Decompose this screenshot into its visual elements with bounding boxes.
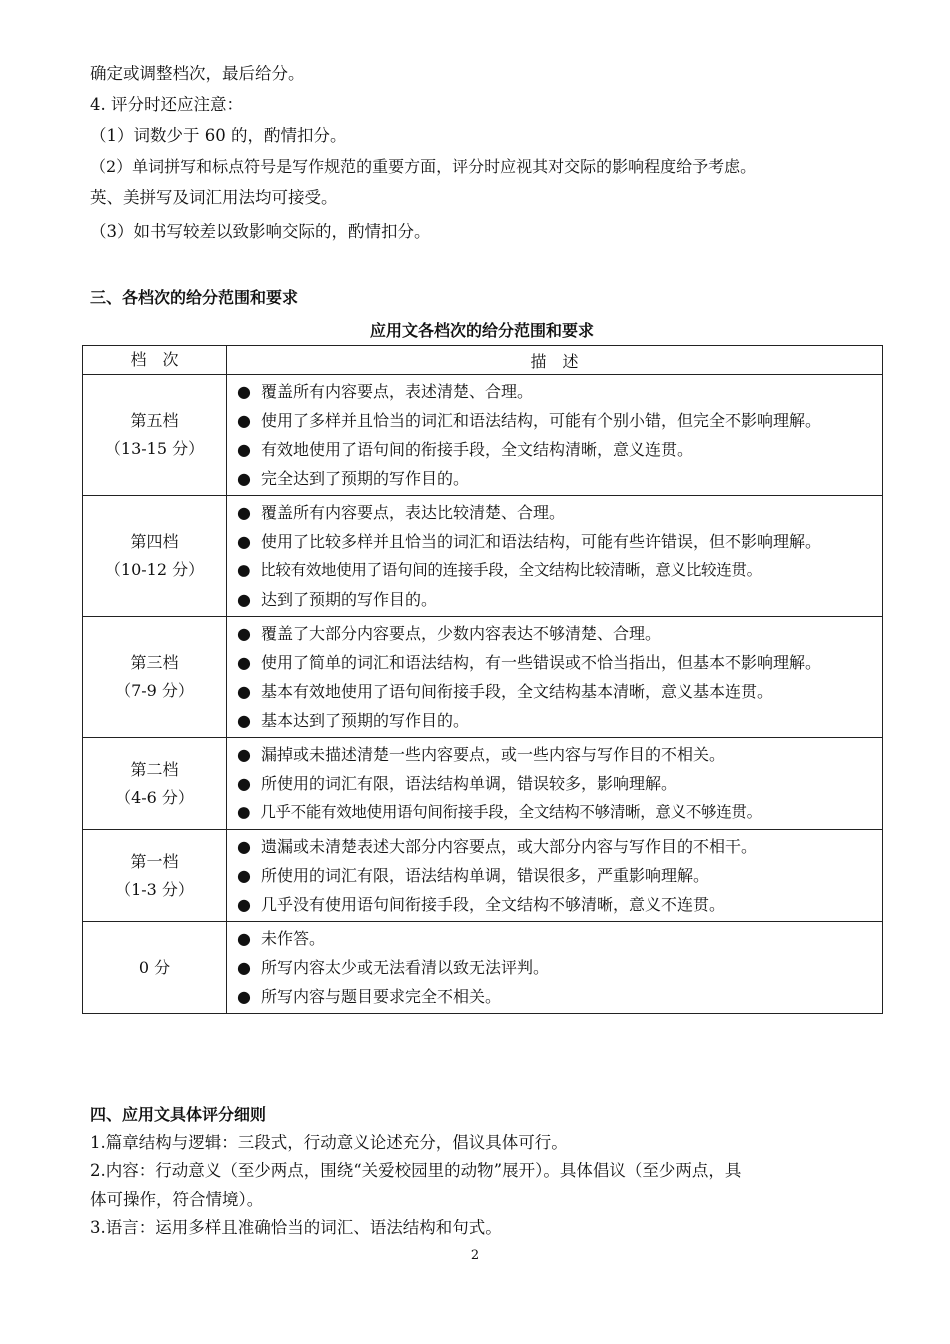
section4-line-2: 2.内容：行动意义（至少两点，围绕“关爱校园里的动物”展开）。具体倡议（至少两点，具 xyxy=(90,1161,742,1180)
criteria-item: ● 所使用的词汇有限，语法结构单调，错误较多，影响理解。 xyxy=(237,769,876,798)
criteria-item: ● 基本达到了预期的写作目的。 xyxy=(237,706,876,735)
criteria-item: ● 使用了比较多样并且恰当的词汇和语法结构，可能有些许错误，但不影响理解。 xyxy=(237,527,876,556)
header-grade: 档 次 xyxy=(83,346,227,375)
grade-label: 第三档 xyxy=(130,653,179,672)
grade-cell xyxy=(83,738,227,830)
grade-range: （13-15 分） xyxy=(104,439,205,458)
intro-line-2: 4. 评分时还应注意： xyxy=(90,95,243,114)
intro-line-3: （1）词数少于 60 的，酌情扣分。 xyxy=(90,126,347,145)
criteria-item: ● 遗漏或未清楚表述大部分内容要点，或大部分内容与写作目的不相干。 xyxy=(237,832,876,861)
description-cell xyxy=(227,738,883,830)
grade-range: （4-6 分） xyxy=(115,787,194,807)
criteria-item: ● 覆盖所有内容要点，表达比较清楚、合理。 xyxy=(237,498,876,527)
criteria-item: ● 完全达到了预期的写作目的。 xyxy=(237,464,876,493)
grade-label: 第一档 xyxy=(130,851,179,871)
section4-line-4: 3.语言：运用多样且准确恰当的词汇、语法结构和句式。 xyxy=(90,1218,502,1237)
criteria-item: ● 使用了多样并且恰当的词汇和语法结构，可能有个别小错，但完全不影响理解。 xyxy=(237,406,876,435)
grade-cell xyxy=(83,922,227,1014)
criteria-item: ● 使用了简单的词汇和语法结构，有一些错误或不恰当指出，但基本不影响理解。 xyxy=(237,648,876,677)
grade-label: 第五档 xyxy=(130,411,179,430)
intro-line-1: 确定或调整档次，最后给分。 xyxy=(90,64,305,83)
grading-table xyxy=(82,345,883,1014)
grade-cell xyxy=(83,830,227,922)
table-title: 应用文各档次的给分范围和要求 xyxy=(369,321,594,340)
description-cell xyxy=(227,617,883,738)
table-row xyxy=(83,830,883,922)
criteria-item: ● 覆盖了大部分内容要点，少数内容表达不够清楚、合理。 xyxy=(237,619,876,648)
grade-range: （1-3 分） xyxy=(115,879,194,899)
grade-label: 第二档 xyxy=(130,759,179,779)
criteria-item: ● 几乎不能有效地使用语句间衔接手段，全文结构不够清晰，意义不够连贯。 xyxy=(237,798,876,827)
page-number: 2 xyxy=(470,1248,480,1263)
criteria-item: ● 比较有效地使用了语句间的连接手段，全文结构比较清晰，意义比较连贯。 xyxy=(237,556,876,585)
section4-line-1: 1.篇章结构与逻辑：三段式，行动意义论述充分，倡议具体可行。 xyxy=(90,1133,568,1152)
table-row xyxy=(83,617,883,738)
criteria-item: ● 有效地使用了语句间的衔接手段，全文结构清晰，意义连贯。 xyxy=(237,435,876,464)
intro-line-4: （2）单词拼写和标点符号是写作规范的重要方面，评分时应视其对交际的影响程度给予考虑。 xyxy=(90,157,757,176)
description-cell xyxy=(227,496,883,617)
grade-label: 第四档 xyxy=(130,532,179,551)
criteria-item: ● 所写内容太少或无法看清以致无法评判。 xyxy=(237,953,876,982)
section4-heading: 四、应用文具体评分细则 xyxy=(90,1105,267,1124)
criteria-item: ● 漏掉或未描述清楚一些内容要点，或一些内容与写作目的不相关。 xyxy=(237,740,876,769)
table-row xyxy=(83,375,883,496)
table-row xyxy=(83,738,883,830)
table-row xyxy=(83,496,883,617)
table-header-row xyxy=(83,346,883,375)
table-row xyxy=(83,922,883,1014)
grade-cell xyxy=(83,617,227,738)
criteria-item: ● 达到了预期的写作目的。 xyxy=(237,585,876,614)
grade-cell xyxy=(83,375,227,496)
header-description: 描 述 xyxy=(227,346,883,375)
description-cell xyxy=(227,830,883,922)
criteria-item: ● 覆盖所有内容要点，表述清楚、合理。 xyxy=(237,377,876,406)
description-cell xyxy=(227,375,883,496)
criteria-item: ● 所写内容与题目要求完全不相关。 xyxy=(237,982,876,1011)
criteria-item: ● 未作答。 xyxy=(237,924,876,953)
criteria-item: ● 基本有效地使用了语句间衔接手段，全文结构基本清晰，意义基本连贯。 xyxy=(237,677,876,706)
grade-range: （10-12 分） xyxy=(104,560,205,579)
grade-label: 0 分 xyxy=(138,957,171,977)
description-cell xyxy=(227,922,883,1014)
intro-line-6: （3）如书写较差以致影响交际的，酌情扣分。 xyxy=(90,222,431,241)
grade-range: （7-9 分） xyxy=(115,681,194,700)
intro-line-5: 英、美拼写及词汇用法均可接受。 xyxy=(90,188,338,207)
criteria-item: ● 所使用的词汇有限，语法结构单调，错误很多，严重影响理解。 xyxy=(237,861,876,890)
criteria-item: ● 几乎没有使用语句间衔接手段，全文结构不够清晰，意义不连贯。 xyxy=(237,890,876,919)
section4-line-3: 体可操作，符合情境）。 xyxy=(90,1190,264,1209)
section3-heading: 三、各档次的给分范围和要求 xyxy=(90,288,299,307)
grade-cell xyxy=(83,496,227,617)
